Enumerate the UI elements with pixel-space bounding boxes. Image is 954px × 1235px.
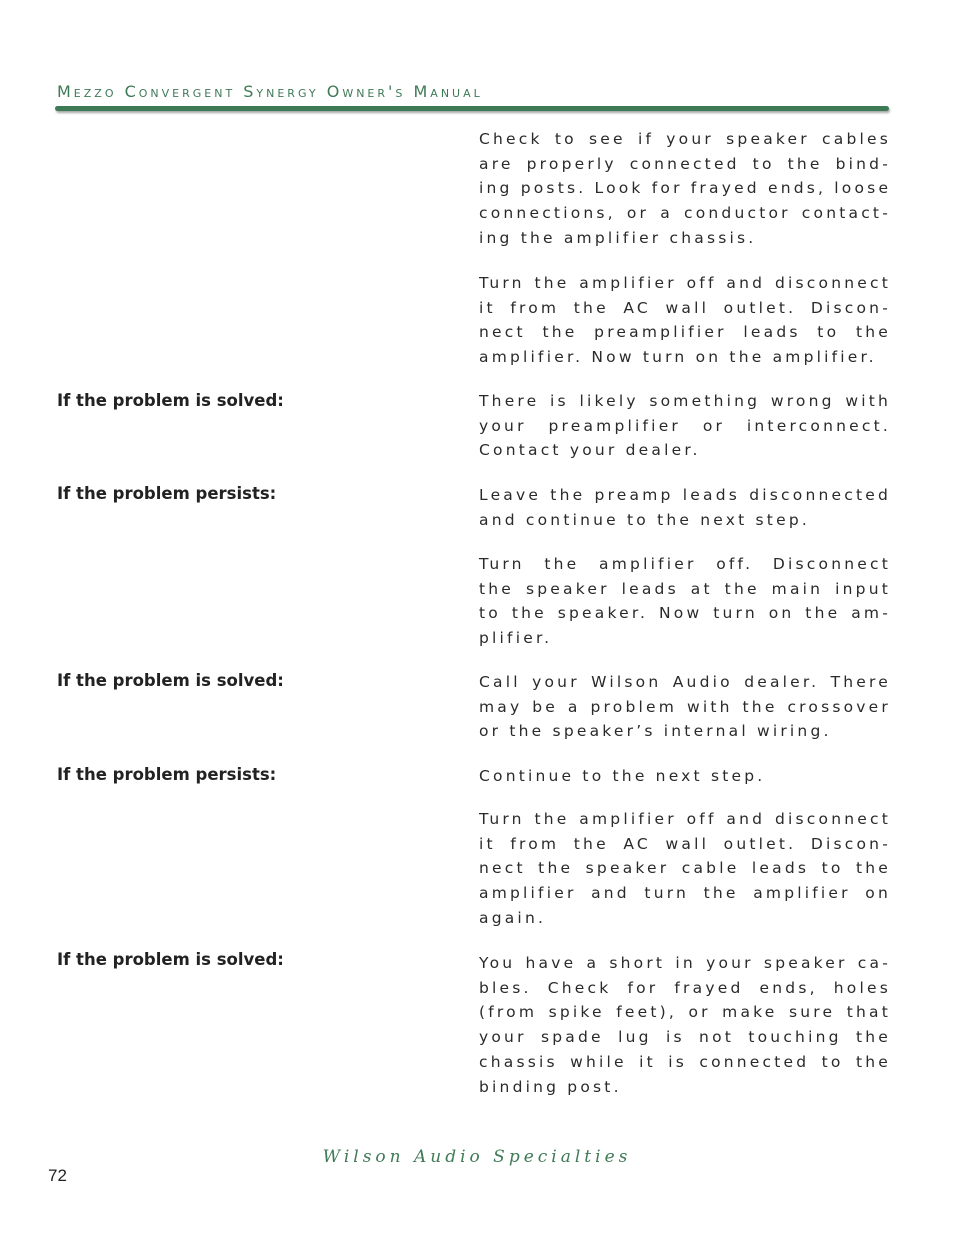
text-line: chassis while it is connected to the	[479, 1052, 891, 1071]
text-line: ing the amplifier chassis.	[479, 228, 757, 247]
text-line: nect the preamplifier leads to the	[479, 323, 891, 342]
text-line: the speaker leads at the main input	[479, 579, 891, 598]
step-text	[479, 271, 891, 370]
text-line: Call your Wilson Audio dealer. There	[479, 673, 891, 691]
text-line: may be a problem with the crossover	[479, 697, 891, 716]
step-text	[479, 951, 891, 1099]
step-text	[479, 127, 891, 251]
text-line: Turn the amplifier off and disconnect	[479, 274, 891, 292]
text-line: it from the AC wall outlet. Discon-	[479, 834, 891, 853]
condition-label: If the problem persists:	[57, 765, 277, 784]
text-line: bles. Check for frayed ends, holes	[479, 978, 891, 997]
text-line: it from the AC wall outlet. Discon-	[479, 298, 891, 317]
text-line: your preamplifier or interconnect.	[479, 416, 891, 435]
text-line: your spade lug is not touching the	[479, 1028, 891, 1047]
step-text	[479, 764, 891, 789]
page-number: 72	[48, 1166, 67, 1185]
condition-label: If the problem persists:	[57, 484, 277, 503]
text-line: or the speaker’s internal wiring.	[479, 722, 832, 741]
text-line: nect the speaker cable leads to the	[479, 859, 891, 878]
text-line: to the speaker. Now turn on the am-	[479, 604, 891, 623]
condition-label: If the problem is solved:	[57, 671, 284, 690]
text-line: Continue to the next step.	[479, 767, 766, 785]
step-text	[479, 389, 891, 463]
text-line: binding post.	[479, 1077, 622, 1096]
text-line: again.	[479, 908, 547, 927]
text-line: and continue to the next step.	[479, 510, 810, 529]
text-line: There is likely something wrong with	[479, 392, 891, 410]
step-text	[479, 552, 891, 651]
text-line: (from spike feet), or make sure that	[479, 1003, 891, 1022]
step-text	[479, 483, 891, 532]
text-line: connections, or a conductor contact-	[479, 204, 891, 223]
text-line: ing posts. Look for frayed ends, loose	[479, 179, 892, 198]
header-rule	[55, 106, 889, 111]
text-line: amplifier. Now turn on the amplifier.	[479, 348, 877, 367]
condition-label: If the problem is solved:	[57, 391, 284, 410]
footer-brand: Wilson Audio Specialties	[322, 1147, 632, 1167]
step-text	[479, 807, 891, 931]
text-line: amplifier and turn the amplifier on	[479, 884, 891, 903]
manual-title: Mezzo Convergent Synergy Owner's Manual	[57, 82, 483, 101]
text-line: Leave the preamp leads disconnected	[479, 486, 891, 504]
step-text	[479, 670, 891, 744]
text-line: Contact your dealer.	[479, 441, 701, 460]
text-line: You have a short in your speaker ca-	[479, 954, 891, 972]
text-line: plifier.	[479, 629, 553, 648]
condition-label: If the problem is solved:	[57, 950, 284, 969]
text-line: are properly connected to the bind-	[479, 154, 891, 173]
text-line: Turn the amplifier off. Disconnect	[479, 555, 891, 573]
text-line: Check to see if your speaker cables	[479, 130, 891, 148]
text-line: Turn the amplifier off and disconnect	[479, 810, 891, 828]
